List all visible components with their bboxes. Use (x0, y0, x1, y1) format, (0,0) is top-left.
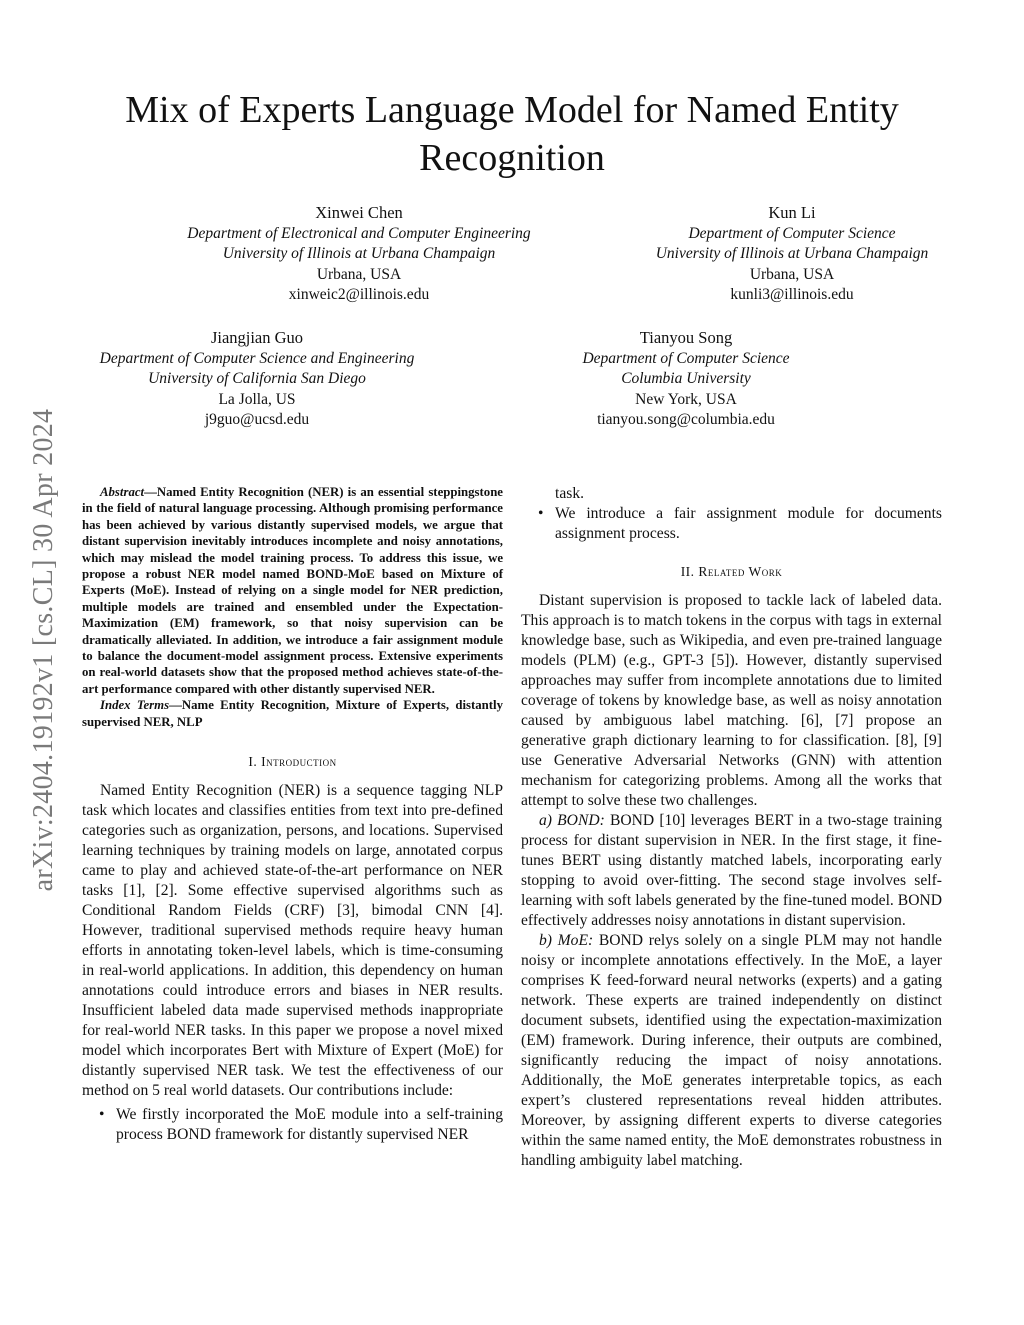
author-location: Urbana, USA (316, 265, 402, 283)
author-block (634, 203, 950, 306)
author-block (162, 203, 556, 306)
abstract-label: Abstract (100, 485, 145, 499)
index-terms-label: Index Terms (100, 698, 170, 713)
author-department: Department of Computer Science and Engineering (99, 349, 415, 367)
author-location: Urbana, USA (749, 265, 835, 283)
author-name: Tianyou Song (639, 328, 733, 347)
bullet-icon: • (538, 505, 544, 522)
section-heading: II. Related Work (680, 564, 783, 579)
bond-text: BOND [10] leverages BERT in a two-stage training process for distant supervision in NER. In the first stage, it fine-tunes BERT using distantly matched labels, incorporating early stopping to avoid over-fitting. The second stage involves self-learning with soft labels generated by the fine-tuned model. BOND effectively addresses noisy annotations in distant supervision. (521, 812, 942, 929)
right-column (521, 484, 942, 1171)
arxiv-sidebar (26, 350, 62, 950)
left-column (82, 484, 503, 1145)
index-terms (82, 697, 503, 730)
bullet-icon: • (99, 1106, 105, 1124)
author-department: Department of Electronical and Computer Engineering (187, 224, 531, 242)
contribution-list (521, 504, 942, 544)
intro-paragraph: Named Entity Recognition (NER) is a sequence tagging NLP task which locates and classifies entities from text into pre-defined categories such as organization, persons, and locations. Supervised learning techniques by training models on large, annotated corpus came to play and achieved state-of-the-art performance on NER tasks [1], [2]. Some effective supervised algorithms such as Conditional Random Fields (CRF) [3], bimodal CNN [4]. However, traditional supervised methods require heavy human efforts in annotating token-level labels, which is time-consuming in real-world applications. In addition, this dependency on human annotations could introduce errors and biases in NER results. Insufficient labeled data made supervised methods inappropriate for real-world NER tasks. In this paper we propose a novel mixed model which incorporates Bert with Mixture of Expert (MoE) for distantly supervised NER task. We test the effectiveness of our method on 5 real world datasets. Our contributions include: (82, 782, 503, 1100)
arxiv-identifier: arXiv:2404.19192v1 [cs.CL] 30 Apr 2024 (28, 408, 59, 892)
list-item (82, 1105, 503, 1145)
author-university: University of Illinois at Urbana Champaign (222, 245, 496, 262)
abstract-text: —Named Entity Recognition (NER) is an essential steppingstone in the field of natural language processing. Although promising performance has been achieved by various distantly supervised models, we argue that distant supervision inevitably introduces incomplete and noisy annotations, which may mislead the model training process. To address this issue, we propose a robust NER model named BOND-MoE based on Mixture of Experts (MoE). Instead of relying on a single model for NER prediction, multiple models are trained and ensembled under the Expectation-Maximization (EM) framework, so that noisy supervision can be dramatically alleviated. In addition, we introduce a fair assignment module to balance the document-model assignment process. Extensive experiments on real-world datasets show that the proposed method achieves state-of-the-art performance compared with other distantly supervised NER. (82, 485, 503, 696)
author-university: University of Illinois at Urbana Champaign (655, 245, 929, 262)
author-block (554, 328, 818, 431)
moe-paragraph (521, 931, 942, 1171)
moe-label: b) MoE: (539, 932, 594, 949)
author-department: Department of Computer Science (688, 224, 896, 242)
contribution-continuation: task. (555, 485, 585, 502)
author-email: kunli3@illinois.edu (730, 286, 854, 303)
author-department: Department of Computer Science (582, 349, 790, 367)
section-heading: I. Introduction (248, 754, 337, 770)
abstract (82, 484, 503, 697)
bond-paragraph (521, 811, 942, 931)
author-block (74, 328, 440, 431)
author-university: University of California San Diego (148, 370, 366, 387)
author-location: New York, USA (635, 390, 737, 408)
author-name: Kun Li (768, 203, 816, 222)
author-location: La Jolla, US (218, 390, 296, 408)
paper-title: Mix of Experts Language Model for Named Entity Recognition (125, 89, 899, 179)
index-terms-text: —Name Entity Recognition, Mixture of Experts, distantly supervised NER, NLP (82, 698, 503, 729)
author-name: Xinwei Chen (315, 203, 403, 222)
contribution-text: We firstly incorporated the MoE module into a self-training process BOND framework for distantly supervised NER (116, 1106, 503, 1144)
bond-label: a) BOND: (539, 812, 605, 829)
related-paragraph: Distant supervision is proposed to tackle lack of labeled data. This approach is to match tokens in the corpus with tags in external knowledge base, such as Wikipedia, and even pre-trained language models (PLM) (e.g., GPT-3 [5]). However, distantly supervised approaches may suffer from incomplete annotations due to limited coverage of tokens by knowledge base, as well as noisy annotation caused by ambiguous label matching. [6], [7] propose an generative graph dictionary learning to for classification. [8], [9] use Generative Adversarial Networks (GNN) with attention mechanism for categorizing problems. Among all the works that attempt to solve these two challenges. (521, 592, 942, 809)
author-university: Columbia University (621, 370, 751, 387)
author-name: Jiangjian Guo (210, 328, 304, 347)
contribution-text: We introduce a fair assignment module for documents assignment process. (555, 505, 942, 542)
author-email: j9guo@ucsd.edu (204, 411, 310, 428)
author-email: tianyou.song@columbia.edu (597, 411, 775, 428)
list-item (521, 504, 942, 544)
author-email: xinweic2@illinois.edu (288, 286, 430, 303)
moe-text: BOND relys solely on a single PLM may not handle noisy or incomplete annotations effectively. In the MoE, a layer comprises K feed-forward neural networks (experts) and a gating network. These experts are trained independently on distinct document subsets, identified using the expectation-maximization (EM) framework. During inference, their outputs are combined, significantly reducing the impact of noisy annotations. Additionally, the MoE generates interpretable topics, as each expert’s clustered representations reveal hidden attributes. Moreover, by assigning different experts to diverse categories within the same named entity, the MoE demonstrates robustness in handling ambiguity label matching. (521, 932, 942, 1169)
contribution-list (82, 1105, 503, 1145)
